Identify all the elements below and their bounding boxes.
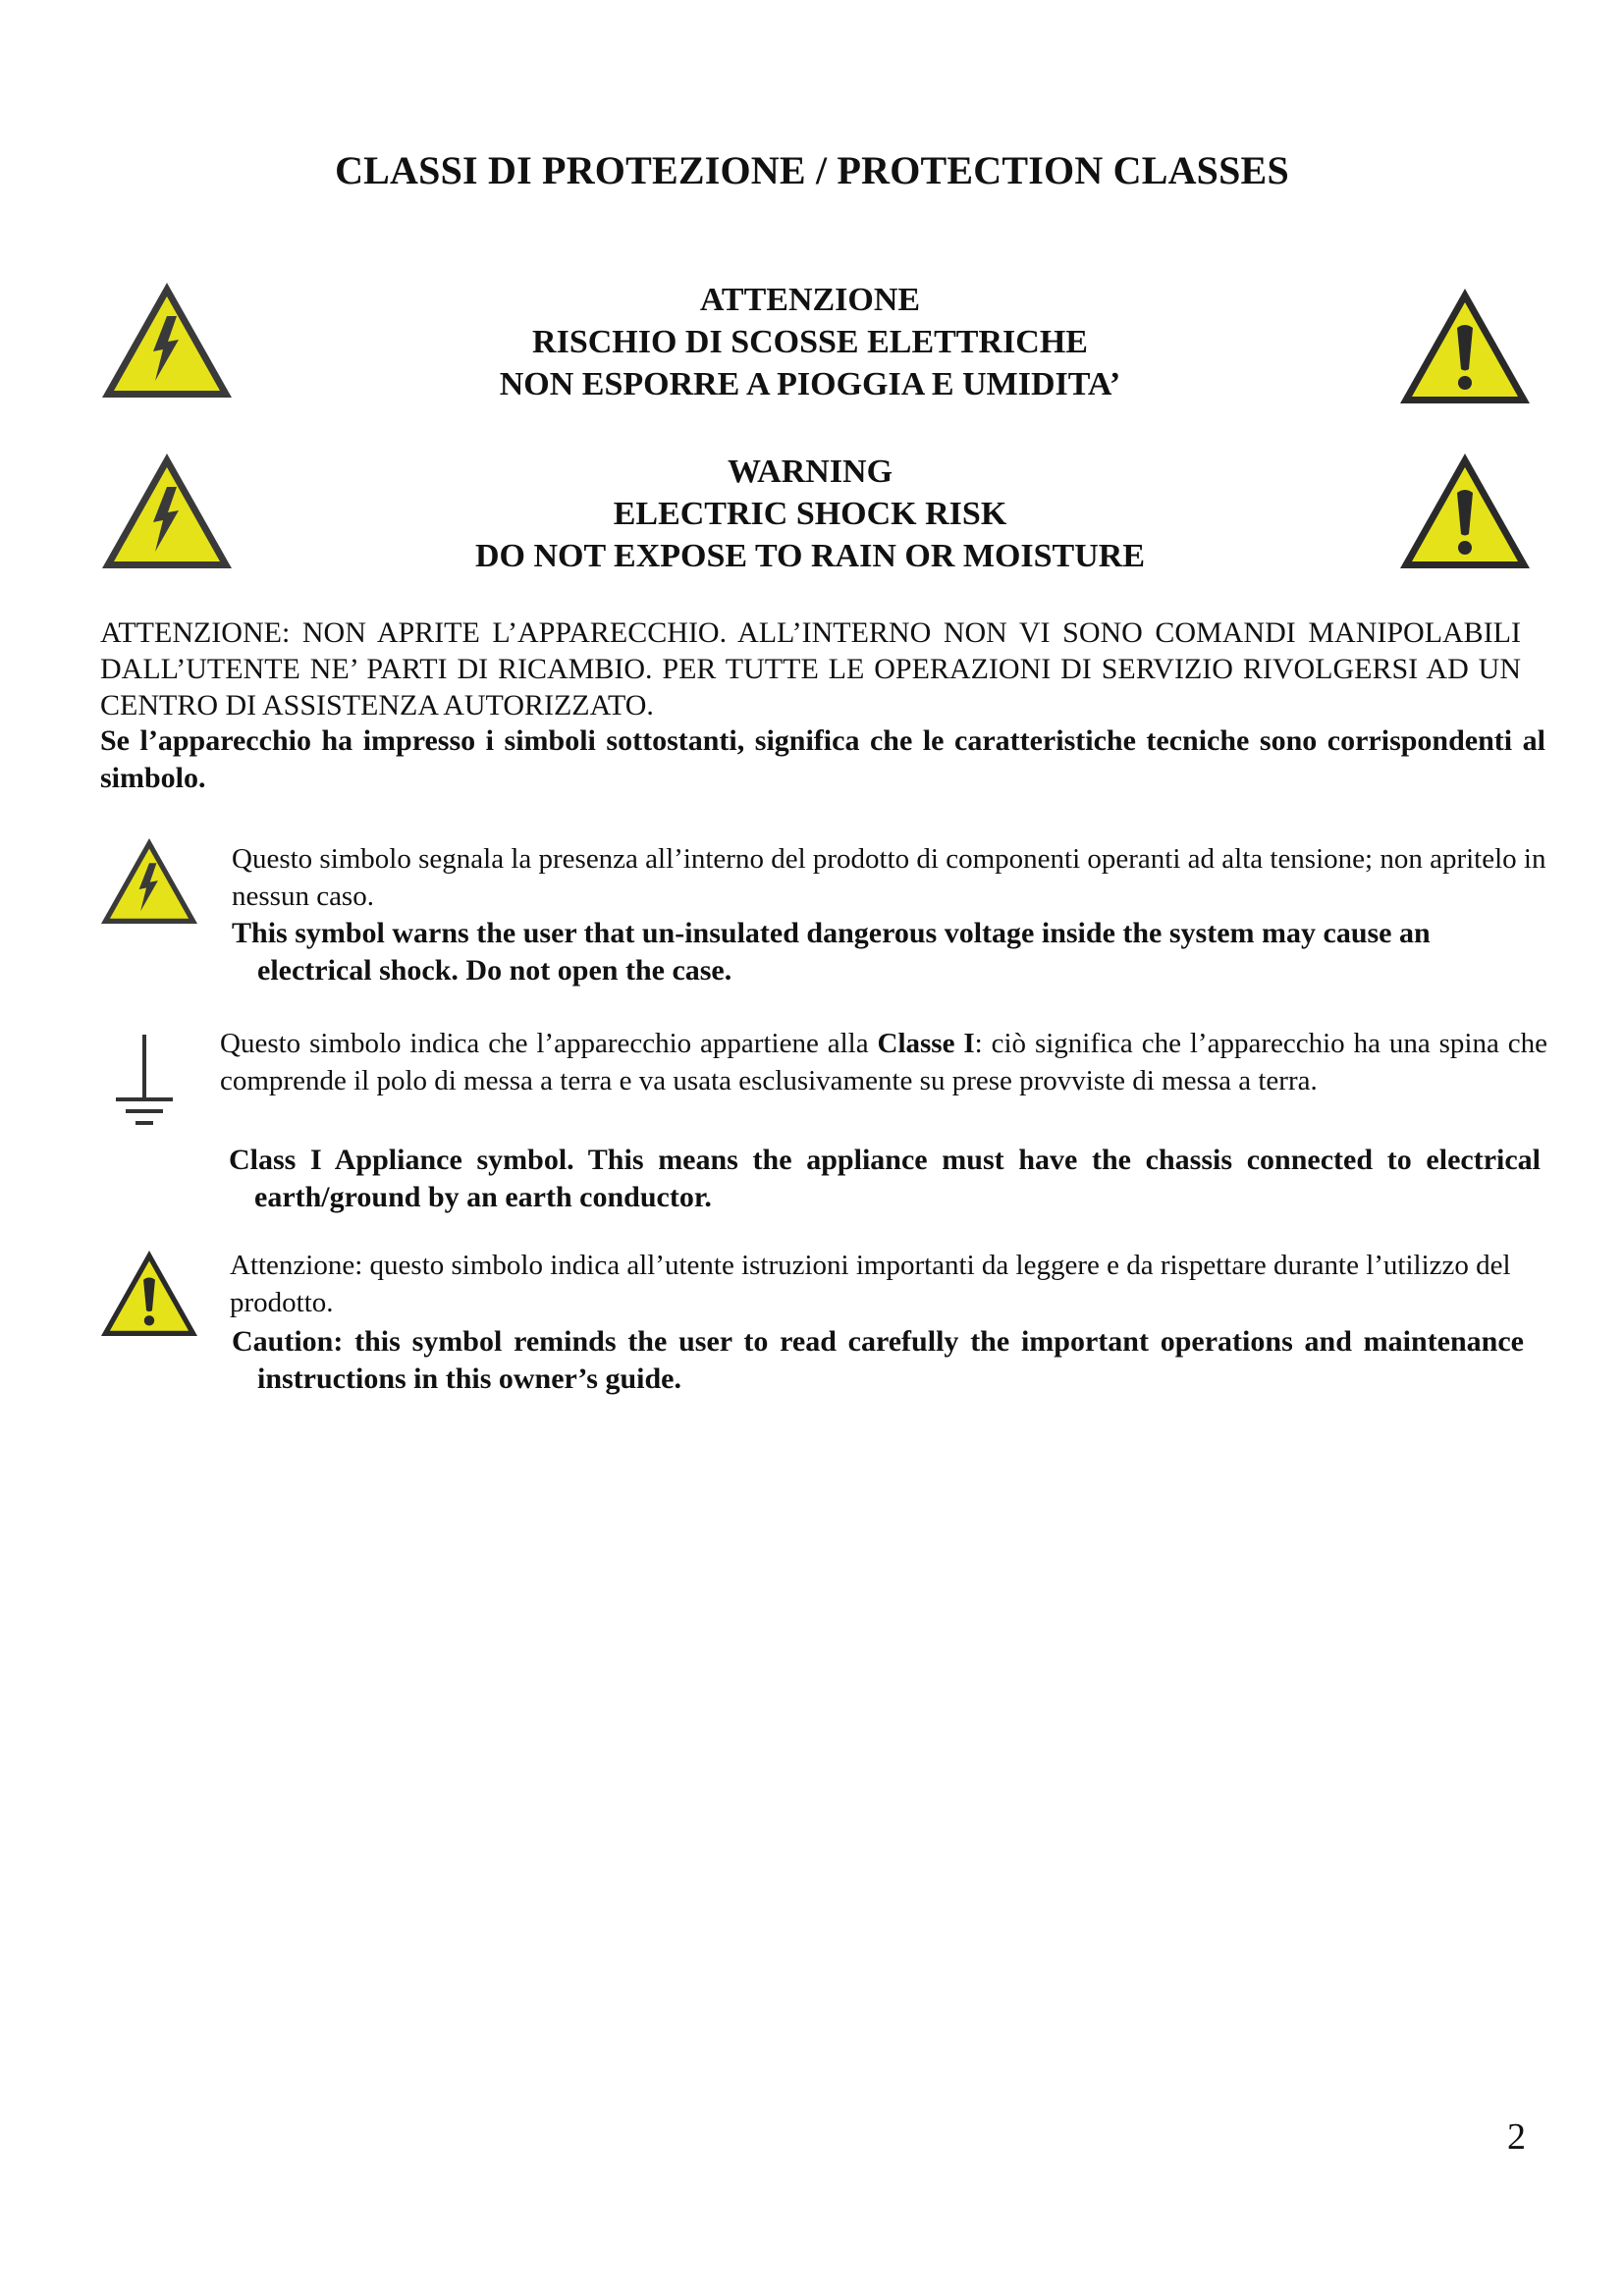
warning-exposure-line: NON ESPORRE A PIOGGIA E UMIDITA’ <box>499 366 1121 402</box>
symbol-description-italian <box>220 1025 1547 1099</box>
page-number: 2 <box>1507 2116 1526 2158</box>
electric-shock-warning-icon <box>98 450 236 572</box>
warning-risk-line: RISCHIO DI SCOSSE ELETTRICHE <box>532 324 1088 360</box>
warning-heading: WARNING <box>727 454 893 490</box>
symbol-description-italian: Questo simbolo segnala la presenza all’interno del prodotto di componenti operanti ad alta tensione; non apritelo in nessun caso. <box>232 843 1546 912</box>
warning-exposure-line: DO NOT EXPOSE TO RAIN OR MOISTURE <box>474 538 1146 574</box>
electric-shock-warning-icon <box>98 279 236 401</box>
electric-shock-warning-icon <box>98 834 200 928</box>
exclamation-warning-icon <box>98 1247 200 1340</box>
exclamation-warning-icon <box>1396 285 1534 407</box>
symbol-text-end: : ciò significa che l’apparecchio ha una spina che comprende il polo di messa a terra e va usata esclusivamente su prese provviste di messa a terra. <box>220 1028 1547 1096</box>
symbol-description-english: Class I Appliance symbol. This means the appliance must have the chassis connected to electrical earth/ground by an earth conductor. <box>229 1144 1541 1213</box>
symbol-text-start: Questo simbolo indica che l’apparecchio appartiene alla <box>220 1028 878 1059</box>
symbol-description-english: Caution: this symbol reminds the user to read carefully the important operations and maintenance instructions in this owner’s guide. <box>232 1325 1524 1395</box>
warning-block-english <box>295 451 1326 577</box>
exclamation-warning-icon <box>1396 450 1534 572</box>
class-one-label: Classe I <box>877 1028 975 1059</box>
ground-earth-icon <box>110 1031 179 1139</box>
symbol-description-italian: Attenzione: questo simbolo indica all’utente istruzioni importanti da leggere e da rispettare durante l’utilizzo del prodotto. <box>230 1250 1511 1318</box>
warning-risk-line: ELECTRIC SHOCK RISK <box>613 496 1007 532</box>
service-notice: ATTENZIONE: NON APRITE L’APPARECCHIO. ALL’INTERNO NON VI SONO COMANDI MANIPOLABILI DALL’UTENTE NE’ PARTI DI RICAMBIO. PER TUTTE LE OPERAZIONI DI SERVIZIO RIVOLGERSI AD UN CENTRO DI ASSISTENZA AUTORIZZATO. <box>100 616 1521 721</box>
symbol-description-english: This symbol warns the user that un-insulated dangerous voltage inside the system may cause an electrical shock. Do not open the case. <box>232 917 1431 987</box>
symbols-intro-notice: Se l’apparecchio ha impresso i simboli sottostanti, significa che le caratteristiche tecniche sono corrispondenti al simbolo. <box>100 724 1545 794</box>
warning-heading: ATTENZIONE <box>699 282 921 318</box>
page-title: CLASSI DI PROTEZIONE / PROTECTION CLASSES <box>335 148 1289 192</box>
warning-block-italian <box>295 279 1326 405</box>
